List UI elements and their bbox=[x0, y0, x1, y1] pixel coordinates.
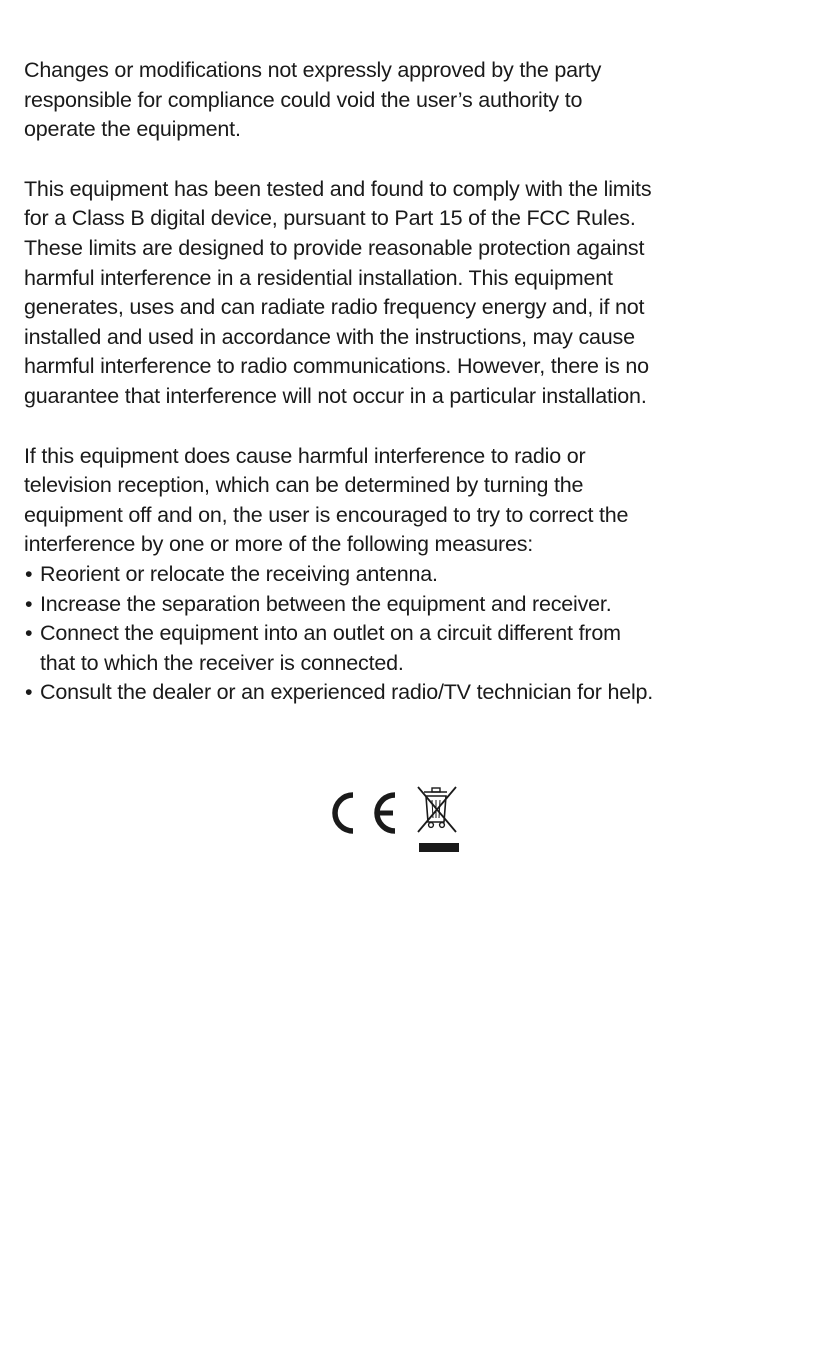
bullet-icon: • bbox=[25, 561, 33, 586]
bullet-icon: • bbox=[25, 591, 33, 616]
list-item bbox=[24, 590, 814, 620]
crossed-out-wheelie-bin-icon bbox=[414, 784, 462, 854]
corrective-measures-list bbox=[24, 560, 814, 708]
bullet-icon: • bbox=[25, 680, 33, 705]
bullet-icon: • bbox=[25, 621, 33, 646]
modifications-warning-paragraph: Changes or modifications not expressly approved by the party responsible for compliance could void the user’s authority to operate the equipment. bbox=[24, 58, 602, 142]
ce-mark-icon bbox=[322, 790, 404, 836]
list-item bbox=[24, 678, 814, 708]
measure-text: Connect the equipment into an outlet on a circuit different from that to which the receiver is connected. bbox=[40, 621, 621, 675]
class-b-compliance-paragraph: This equipment has been tested and found to comply with the limits for a Class B digital device, pursuant to Part 15 of the FCC Rules. These limits are designed to provide reasonable protection against harmful interference in a residential installation. This equipment generates, uses and can radiate radio frequency energy and, if not installed and used in accordance with the instructions, may cause harmful interference to radio communications. However, there is no guarantee that interference will not occur in a particular installation. bbox=[24, 176, 652, 408]
fcc-notice bbox=[24, 56, 814, 708]
list-item bbox=[24, 560, 814, 590]
compliance-marks bbox=[322, 784, 472, 856]
measure-text: Consult the dealer or an experienced radio/TV technician for help. bbox=[40, 680, 654, 705]
list-item bbox=[24, 619, 814, 678]
measure-text: Reorient or relocate the receiving antenna. bbox=[40, 561, 438, 586]
measure-text: Increase the separation between the equipment and receiver. bbox=[40, 591, 612, 616]
interference-paragraph: If this equipment does cause harmful interference to radio or television reception, which can be determined by turning the equipment off and on, the user is encouraged to try to correct the interference by one or more of the following measures: bbox=[24, 443, 629, 557]
